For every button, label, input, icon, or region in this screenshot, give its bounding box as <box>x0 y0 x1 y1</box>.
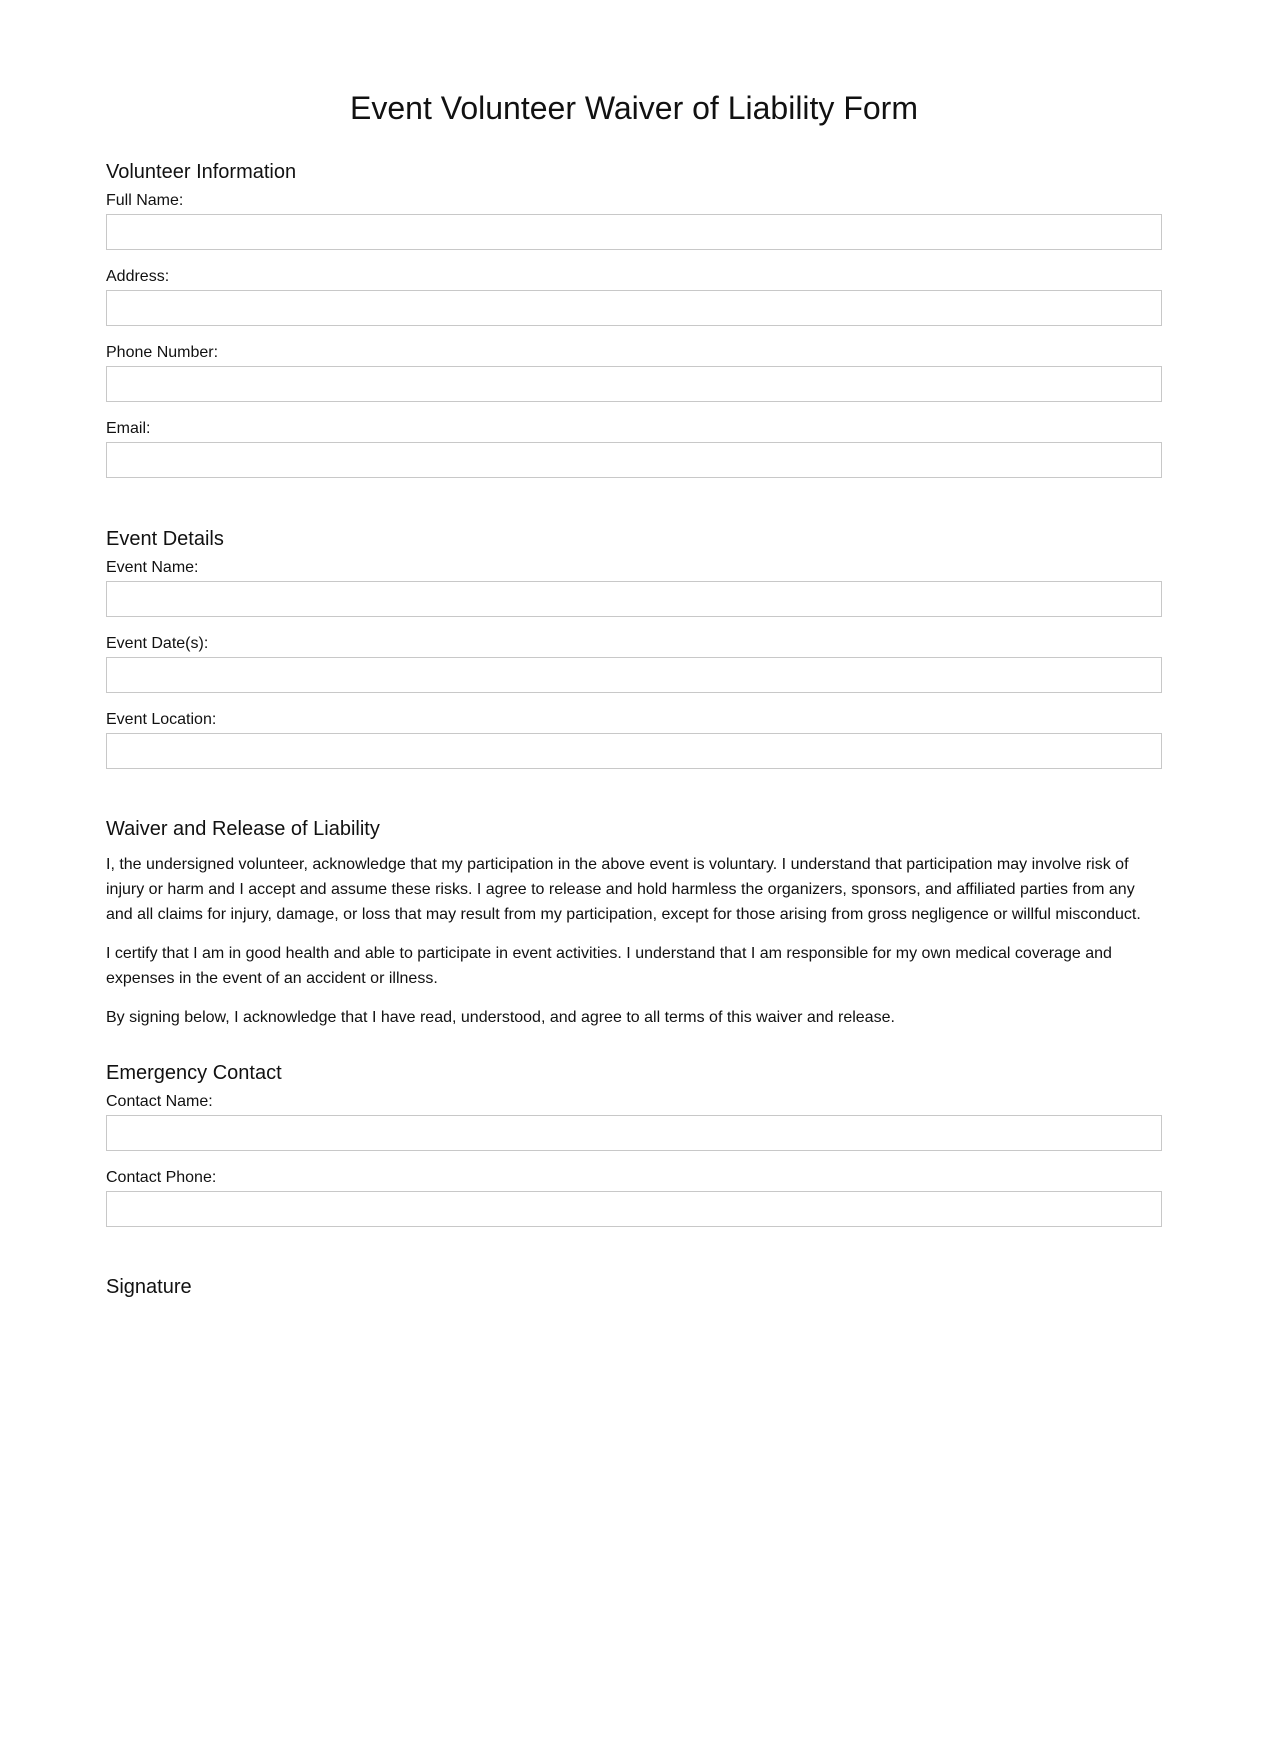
full-name-label: Full Name: <box>106 192 184 209</box>
event-location-input[interactable] <box>106 733 1162 769</box>
event-name-label: Event Name: <box>106 559 199 576</box>
event-dates-input[interactable] <box>106 657 1162 693</box>
address-label: Address: <box>106 268 170 285</box>
page-title: Event Volunteer Waiver of Liability Form <box>350 90 918 126</box>
event-details-heading: Event Details <box>106 528 224 550</box>
email-label: Email: <box>106 420 151 437</box>
contact-phone-input[interactable] <box>106 1191 1162 1227</box>
waiver-paragraph-2: I certify that I am in good health and able to participate in event activities. I understand that I am responsible for my own medical coverage and expenses in the event of an accident or illness. <box>106 945 1112 987</box>
contact-phone-label: Contact Phone: <box>106 1169 217 1186</box>
signature-heading: Signature <box>106 1276 192 1298</box>
full-name-input[interactable] <box>106 214 1162 250</box>
email-input[interactable] <box>106 442 1162 478</box>
emergency-contact-heading: Emergency Contact <box>106 1062 282 1084</box>
phone-number-label: Phone Number: <box>106 344 219 361</box>
event-name-input[interactable] <box>106 581 1162 617</box>
contact-name-label: Contact Name: <box>106 1093 213 1110</box>
phone-number-input[interactable] <box>106 366 1162 402</box>
volunteer-info-heading: Volunteer Information <box>106 161 297 183</box>
waiver-paragraph-3: By signing below, I acknowledge that I have read, understood, and agree to all terms of this waiver and release. <box>106 1009 895 1026</box>
contact-name-input[interactable] <box>106 1115 1162 1151</box>
address-input[interactable] <box>106 290 1162 326</box>
waiver-paragraph-1: I, the undersigned volunteer, acknowledge that my participation in the above event is voluntary. I understand that participation may involve risk of injury or harm and I accept and assume these risks. I agree to release and hold harmless the organizers, sponsors, and affiliated parties from any and all claims for injury, damage, or loss that may result from my participation, except for those arising from gross negligence or willful misconduct. <box>106 856 1141 923</box>
event-dates-label: Event Date(s): <box>106 635 209 652</box>
waiver-heading: Waiver and Release of Liability <box>106 818 380 840</box>
event-location-label: Event Location: <box>106 711 217 728</box>
